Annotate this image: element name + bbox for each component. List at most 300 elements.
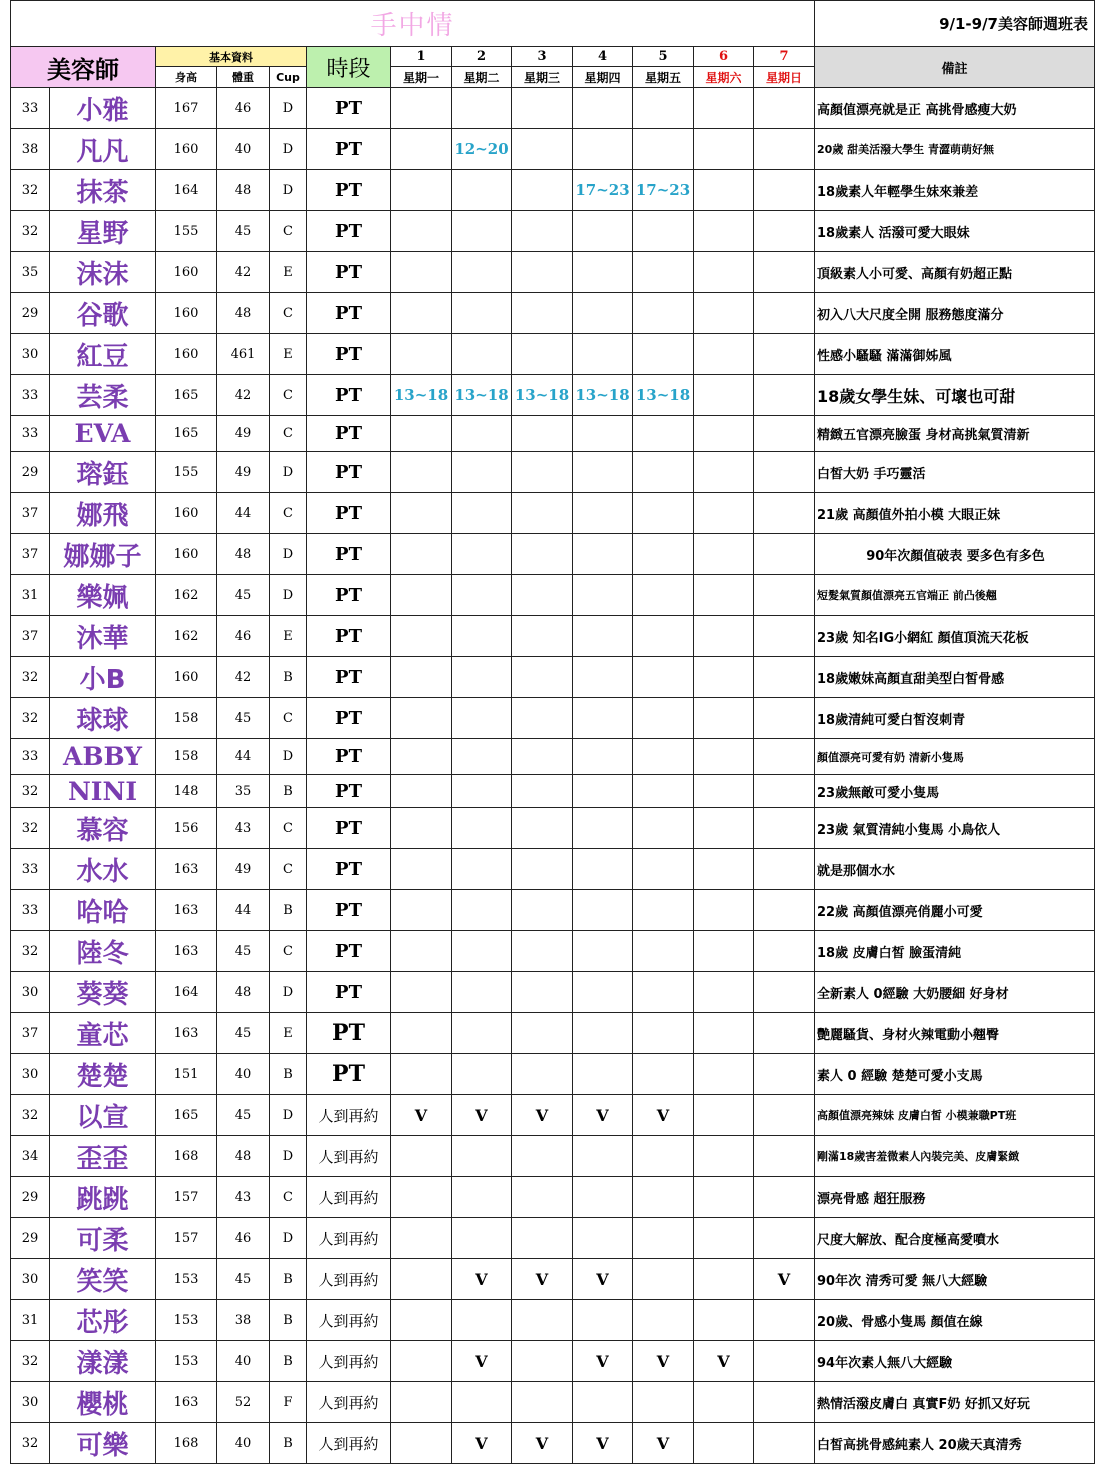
weight-cell: 48: [217, 1136, 270, 1177]
age-cell: 37: [11, 534, 50, 575]
height-cell: 165: [156, 375, 217, 416]
schedule-cell: [452, 698, 512, 739]
weight-cell: 52: [217, 1382, 270, 1423]
schedule-cell: [512, 1177, 573, 1218]
schedule-cell: [754, 657, 815, 698]
schedule-cell: [391, 849, 452, 890]
schedule-cell: [633, 211, 694, 252]
schedule-cell: [512, 211, 573, 252]
schedule-cell: [754, 1341, 815, 1382]
schedule-cell: [512, 416, 573, 452]
notes-cell: 剛滿18歲害羞微素人內裝完美、皮膚緊緻: [815, 1136, 1095, 1177]
height-cell: 163: [156, 849, 217, 890]
weight-cell: 45: [217, 931, 270, 972]
schedule-cell: [754, 452, 815, 493]
notes-cell: 頂級素人小可愛、高顏有奶超正點: [815, 252, 1095, 293]
shift-cell: PT: [307, 416, 391, 452]
weight-cell: 49: [217, 849, 270, 890]
height-cell: 160: [156, 334, 217, 375]
header-day-label: 星期五: [633, 67, 694, 88]
schedule-cell: [694, 416, 754, 452]
shift-cell: PT: [307, 293, 391, 334]
schedule-cell: [512, 129, 573, 170]
table-row: [11, 493, 1095, 534]
notes-cell: 90年次 清秀可愛 無八大經驗: [815, 1259, 1095, 1300]
cup-cell: C: [270, 211, 307, 252]
schedule-cell: [512, 808, 573, 849]
schedule-cell: [694, 1259, 754, 1300]
notes-cell: 23歲 知名IG小網紅 顏值頂流天花板: [815, 616, 1095, 657]
schedule-cell: [754, 931, 815, 972]
height-cell: 160: [156, 657, 217, 698]
height-cell: 167: [156, 88, 217, 129]
schedule-cell: [452, 1382, 512, 1423]
cup-cell: E: [270, 334, 307, 375]
schedule-cell: [452, 972, 512, 1013]
table-row: [11, 452, 1095, 493]
schedule-cell: [512, 1300, 573, 1341]
schedule-cell: [391, 211, 452, 252]
schedule-title: 9/1-9/7美容師週班表: [815, 1, 1095, 47]
age-cell: 37: [11, 493, 50, 534]
schedule-cell: [452, 170, 512, 211]
schedule-cell: [573, 890, 633, 931]
age-cell: 32: [11, 657, 50, 698]
schedule-cell: [754, 534, 815, 575]
schedule-cell: V: [633, 1095, 694, 1136]
age-cell: 33: [11, 890, 50, 931]
schedule-cell: [452, 416, 512, 452]
notes-cell: 漂亮骨感 超狂服務: [815, 1177, 1095, 1218]
header-beautician: 美容師: [11, 47, 156, 88]
schedule-cell: [512, 334, 573, 375]
schedule-cell: [573, 129, 633, 170]
cup-cell: D: [270, 1095, 307, 1136]
table-row: [11, 657, 1095, 698]
notes-cell: 白皙大奶 手巧靈活: [815, 452, 1095, 493]
schedule-cell: [452, 1136, 512, 1177]
schedule-cell: [573, 1177, 633, 1218]
schedule-cell: V: [512, 1095, 573, 1136]
table-row: [11, 1341, 1095, 1382]
beautician-name: 笑笑: [50, 1259, 156, 1300]
notes-cell: 高顏值漂亮就是正 高挑骨感瘦大奶: [815, 88, 1095, 129]
schedule-cell: [754, 293, 815, 334]
beautician-name: 歪歪: [50, 1136, 156, 1177]
height-cell: 153: [156, 1300, 217, 1341]
schedule-cell: [633, 1300, 694, 1341]
weight-cell: 44: [217, 890, 270, 931]
schedule-cell: [452, 252, 512, 293]
schedule-cell: [633, 616, 694, 657]
schedule-cell: [754, 1013, 815, 1054]
height-cell: 160: [156, 493, 217, 534]
schedule-cell: [633, 252, 694, 293]
table-row: [11, 808, 1095, 849]
table-row: [11, 1054, 1095, 1095]
schedule-cell: [694, 129, 754, 170]
schedule-cell: [754, 416, 815, 452]
table-row: [11, 252, 1095, 293]
weight-cell: 48: [217, 293, 270, 334]
notes-cell: 21歲 高顏值外拍小模 大眼正妹: [815, 493, 1095, 534]
schedule-cell: V: [452, 1423, 512, 1464]
table-row: [11, 375, 1095, 416]
schedule-cell: [633, 775, 694, 808]
schedule-cell: 13~18: [391, 375, 452, 416]
weight-cell: 43: [217, 1177, 270, 1218]
schedule-cell: [754, 972, 815, 1013]
shift-cell: PT: [307, 972, 391, 1013]
schedule-cell: [694, 1013, 754, 1054]
cup-cell: C: [270, 493, 307, 534]
height-cell: 158: [156, 739, 217, 775]
notes-cell: 20歲、骨感小隻馬 顏值在線: [815, 1300, 1095, 1341]
schedule-body: [11, 88, 1095, 1464]
schedule-cell: [573, 808, 633, 849]
height-cell: 156: [156, 808, 217, 849]
schedule-cell: V: [512, 1423, 573, 1464]
age-cell: 30: [11, 1259, 50, 1300]
weight-cell: 46: [217, 616, 270, 657]
table-row: [11, 698, 1095, 739]
cup-cell: B: [270, 657, 307, 698]
table-row: [11, 1382, 1095, 1423]
schedule-cell: V: [573, 1259, 633, 1300]
schedule-cell: 17~23: [633, 170, 694, 211]
schedule-cell: [573, 211, 633, 252]
shift-cell: PT: [307, 252, 391, 293]
schedule-cell: [694, 375, 754, 416]
header-day-label: 星期四: [573, 67, 633, 88]
age-cell: 32: [11, 1095, 50, 1136]
beautician-name: 哈哈: [50, 890, 156, 931]
shift-cell: 人到再約: [307, 1382, 391, 1423]
schedule-cell: [512, 972, 573, 1013]
cup-cell: D: [270, 452, 307, 493]
age-cell: 29: [11, 1177, 50, 1218]
schedule-cell: [633, 534, 694, 575]
weight-cell: 48: [217, 170, 270, 211]
cup-cell: B: [270, 1054, 307, 1095]
schedule-cell: [694, 1054, 754, 1095]
schedule-cell: [391, 657, 452, 698]
schedule-cell: [452, 534, 512, 575]
schedule-cell: [391, 252, 452, 293]
height-cell: 153: [156, 1341, 217, 1382]
beautician-name: 樂姵: [50, 575, 156, 616]
beautician-name: 凡凡: [50, 129, 156, 170]
schedule-cell: [512, 575, 573, 616]
schedule-cell: [391, 1341, 452, 1382]
beautician-name: 楚楚: [50, 1054, 156, 1095]
schedule-cell: [694, 1300, 754, 1341]
schedule-cell: [391, 575, 452, 616]
schedule-cell: [391, 88, 452, 129]
schedule-cell: [391, 129, 452, 170]
shift-cell: PT: [307, 88, 391, 129]
cup-cell: D: [270, 170, 307, 211]
weight-cell: 44: [217, 493, 270, 534]
schedule-cell: V: [573, 1095, 633, 1136]
weight-cell: 40: [217, 1341, 270, 1382]
schedule-cell: [512, 452, 573, 493]
cup-cell: D: [270, 1136, 307, 1177]
notes-cell: 22歲 高顏值漂亮俏麗小可愛: [815, 890, 1095, 931]
schedule-cell: [633, 1218, 694, 1259]
schedule-cell: [391, 1013, 452, 1054]
schedule-cell: [754, 808, 815, 849]
table-row: [11, 1136, 1095, 1177]
schedule-cell: [452, 293, 512, 334]
cup-cell: B: [270, 1300, 307, 1341]
height-cell: 164: [156, 170, 217, 211]
schedule-cell: [633, 698, 694, 739]
schedule-cell: [391, 416, 452, 452]
schedule-cell: V: [694, 1341, 754, 1382]
age-cell: 29: [11, 1218, 50, 1259]
cup-cell: C: [270, 416, 307, 452]
schedule-cell: [452, 808, 512, 849]
table-row: [11, 534, 1095, 575]
age-cell: 33: [11, 416, 50, 452]
table-row: [11, 129, 1095, 170]
schedule-cell: [754, 849, 815, 890]
schedule-cell: [633, 1259, 694, 1300]
schedule-cell: [754, 88, 815, 129]
height-cell: 158: [156, 698, 217, 739]
schedule-cell: [573, 698, 633, 739]
schedule-cell: [694, 452, 754, 493]
schedule-cell: [754, 1218, 815, 1259]
cup-cell: D: [270, 129, 307, 170]
beautician-name: 抹茶: [50, 170, 156, 211]
height-cell: 157: [156, 1218, 217, 1259]
shift-cell: PT: [307, 739, 391, 775]
schedule-cell: [633, 293, 694, 334]
schedule-cell: [694, 972, 754, 1013]
schedule-cell: [633, 1382, 694, 1423]
age-cell: 30: [11, 334, 50, 375]
schedule-cell: V: [391, 1095, 452, 1136]
height-cell: 163: [156, 1013, 217, 1054]
schedule-cell: [391, 890, 452, 931]
schedule-cell: [512, 493, 573, 534]
beautician-name: 芸柔: [50, 375, 156, 416]
schedule-cell: [754, 575, 815, 616]
beautician-name: 小雅: [50, 88, 156, 129]
schedule-cell: [512, 88, 573, 129]
header-basic-info: 基本資料: [156, 47, 307, 67]
schedule-cell: [694, 849, 754, 890]
cup-cell: B: [270, 775, 307, 808]
schedule-cell: V: [754, 1259, 815, 1300]
age-cell: 32: [11, 931, 50, 972]
schedule-cell: [694, 1177, 754, 1218]
schedule-cell: [633, 1177, 694, 1218]
schedule-cell: [391, 293, 452, 334]
schedule-cell: [452, 452, 512, 493]
schedule-cell: [512, 890, 573, 931]
schedule-cell: [754, 375, 815, 416]
table-row: [11, 211, 1095, 252]
table-row: [11, 616, 1095, 657]
weight-cell: 44: [217, 739, 270, 775]
schedule-cell: [391, 931, 452, 972]
table-row: [11, 1013, 1095, 1054]
schedule-cell: [694, 1423, 754, 1464]
beautician-name: 星野: [50, 211, 156, 252]
schedule-cell: [694, 1136, 754, 1177]
schedule-cell: [391, 452, 452, 493]
schedule-cell: [391, 972, 452, 1013]
schedule-cell: [694, 698, 754, 739]
header-day-num: 1: [391, 47, 452, 67]
header-day-num: 3: [512, 47, 573, 67]
cup-cell: D: [270, 972, 307, 1013]
schedule-cell: [754, 334, 815, 375]
notes-cell: 23歲無敵可愛小隻馬: [815, 775, 1095, 808]
schedule-cell: [573, 493, 633, 534]
schedule-cell: [754, 1054, 815, 1095]
schedule-cell: [573, 1300, 633, 1341]
beautician-name: 芯彤: [50, 1300, 156, 1341]
table-row: [11, 1177, 1095, 1218]
schedule-cell: [512, 849, 573, 890]
schedule-cell: [754, 1300, 815, 1341]
schedule-cell: [391, 698, 452, 739]
age-cell: 32: [11, 1341, 50, 1382]
age-cell: 33: [11, 739, 50, 775]
table-row: [11, 416, 1095, 452]
height-cell: 163: [156, 1382, 217, 1423]
height-cell: 165: [156, 1095, 217, 1136]
schedule-cell: [573, 1013, 633, 1054]
schedule-cell: [452, 493, 512, 534]
schedule-cell: [694, 739, 754, 775]
schedule-cell: [512, 1341, 573, 1382]
schedule-cell: [633, 1054, 694, 1095]
schedule-cell: [512, 657, 573, 698]
weight-cell: 38: [217, 1300, 270, 1341]
schedule-cell: [754, 493, 815, 534]
age-cell: 37: [11, 616, 50, 657]
schedule-cell: [694, 334, 754, 375]
beautician-name: 慕容: [50, 808, 156, 849]
schedule-cell: [391, 1136, 452, 1177]
weight-cell: 43: [217, 808, 270, 849]
beautician-name: EVA: [50, 416, 156, 452]
height-cell: 148: [156, 775, 217, 808]
schedule-cell: [754, 1382, 815, 1423]
shift-cell: 人到再約: [307, 1300, 391, 1341]
schedule-cell: [694, 493, 754, 534]
schedule-cell: [391, 1259, 452, 1300]
beautician-name: 小B: [50, 657, 156, 698]
schedule-cell: [391, 534, 452, 575]
header-day-num: 5: [633, 47, 694, 67]
weight-cell: 42: [217, 252, 270, 293]
table-row: [11, 972, 1095, 1013]
table-row: [11, 1300, 1095, 1341]
schedule-cell: [512, 698, 573, 739]
header-day-num: 4: [573, 47, 633, 67]
weight-cell: 46: [217, 88, 270, 129]
schedule-cell: [573, 739, 633, 775]
cup-cell: C: [270, 698, 307, 739]
table-row: [11, 334, 1095, 375]
cup-cell: B: [270, 1423, 307, 1464]
schedule-cell: [694, 170, 754, 211]
weight-cell: 49: [217, 452, 270, 493]
schedule-cell: [573, 575, 633, 616]
schedule-cell: [452, 849, 512, 890]
schedule-cell: [633, 493, 694, 534]
beautician-name: ABBY: [50, 739, 156, 775]
shift-cell: PT: [307, 534, 391, 575]
header-cup: Cup: [270, 67, 307, 88]
notes-cell: 熱情活潑皮膚白 真實F奶 好抓又好玩: [815, 1382, 1095, 1423]
schedule-cell: [452, 1054, 512, 1095]
height-cell: 160: [156, 252, 217, 293]
weight-cell: 46: [217, 1218, 270, 1259]
beautician-name: 娜飛: [50, 493, 156, 534]
schedule-cell: [694, 1218, 754, 1259]
weight-cell: 48: [217, 972, 270, 1013]
cup-cell: C: [270, 931, 307, 972]
height-cell: 162: [156, 575, 217, 616]
table-row: [11, 170, 1095, 211]
schedule-cell: [754, 1423, 815, 1464]
age-cell: 32: [11, 170, 50, 211]
cup-cell: C: [270, 293, 307, 334]
schedule-cell: [633, 88, 694, 129]
header-day-label: 星期日: [754, 67, 815, 88]
shift-cell: PT: [307, 657, 391, 698]
table-row: [11, 1259, 1095, 1300]
notes-cell: 顏值漂亮可愛有奶 清新小隻馬: [815, 739, 1095, 775]
header-day-num: 7: [754, 47, 815, 67]
schedule-cell: [573, 616, 633, 657]
schedule-cell: [512, 293, 573, 334]
schedule-cell: [391, 170, 452, 211]
schedule-cell: [452, 1300, 512, 1341]
schedule-cell: [573, 452, 633, 493]
beautician-name: 瑢鈺: [50, 452, 156, 493]
schedule-cell: [391, 808, 452, 849]
age-cell: 38: [11, 129, 50, 170]
schedule-cell: [754, 775, 815, 808]
schedule-cell: [573, 972, 633, 1013]
notes-cell: 18歲清純可愛白皙沒刺青: [815, 698, 1095, 739]
schedule-cell: [694, 657, 754, 698]
schedule-cell: [633, 575, 694, 616]
schedule-cell: [694, 293, 754, 334]
shift-cell: PT: [307, 849, 391, 890]
beautician-name: 娜娜子: [50, 534, 156, 575]
age-cell: 35: [11, 252, 50, 293]
cup-cell: E: [270, 1013, 307, 1054]
shift-cell: PT: [307, 211, 391, 252]
notes-cell: 23歲 氣質清純小隻馬 小鳥依人: [815, 808, 1095, 849]
schedule-cell: [452, 334, 512, 375]
schedule-cell: [391, 1300, 452, 1341]
schedule-cell: [694, 88, 754, 129]
schedule-cell: 13~18: [633, 375, 694, 416]
height-cell: 153: [156, 1259, 217, 1300]
age-cell: 34: [11, 1136, 50, 1177]
beautician-name: 跳跳: [50, 1177, 156, 1218]
